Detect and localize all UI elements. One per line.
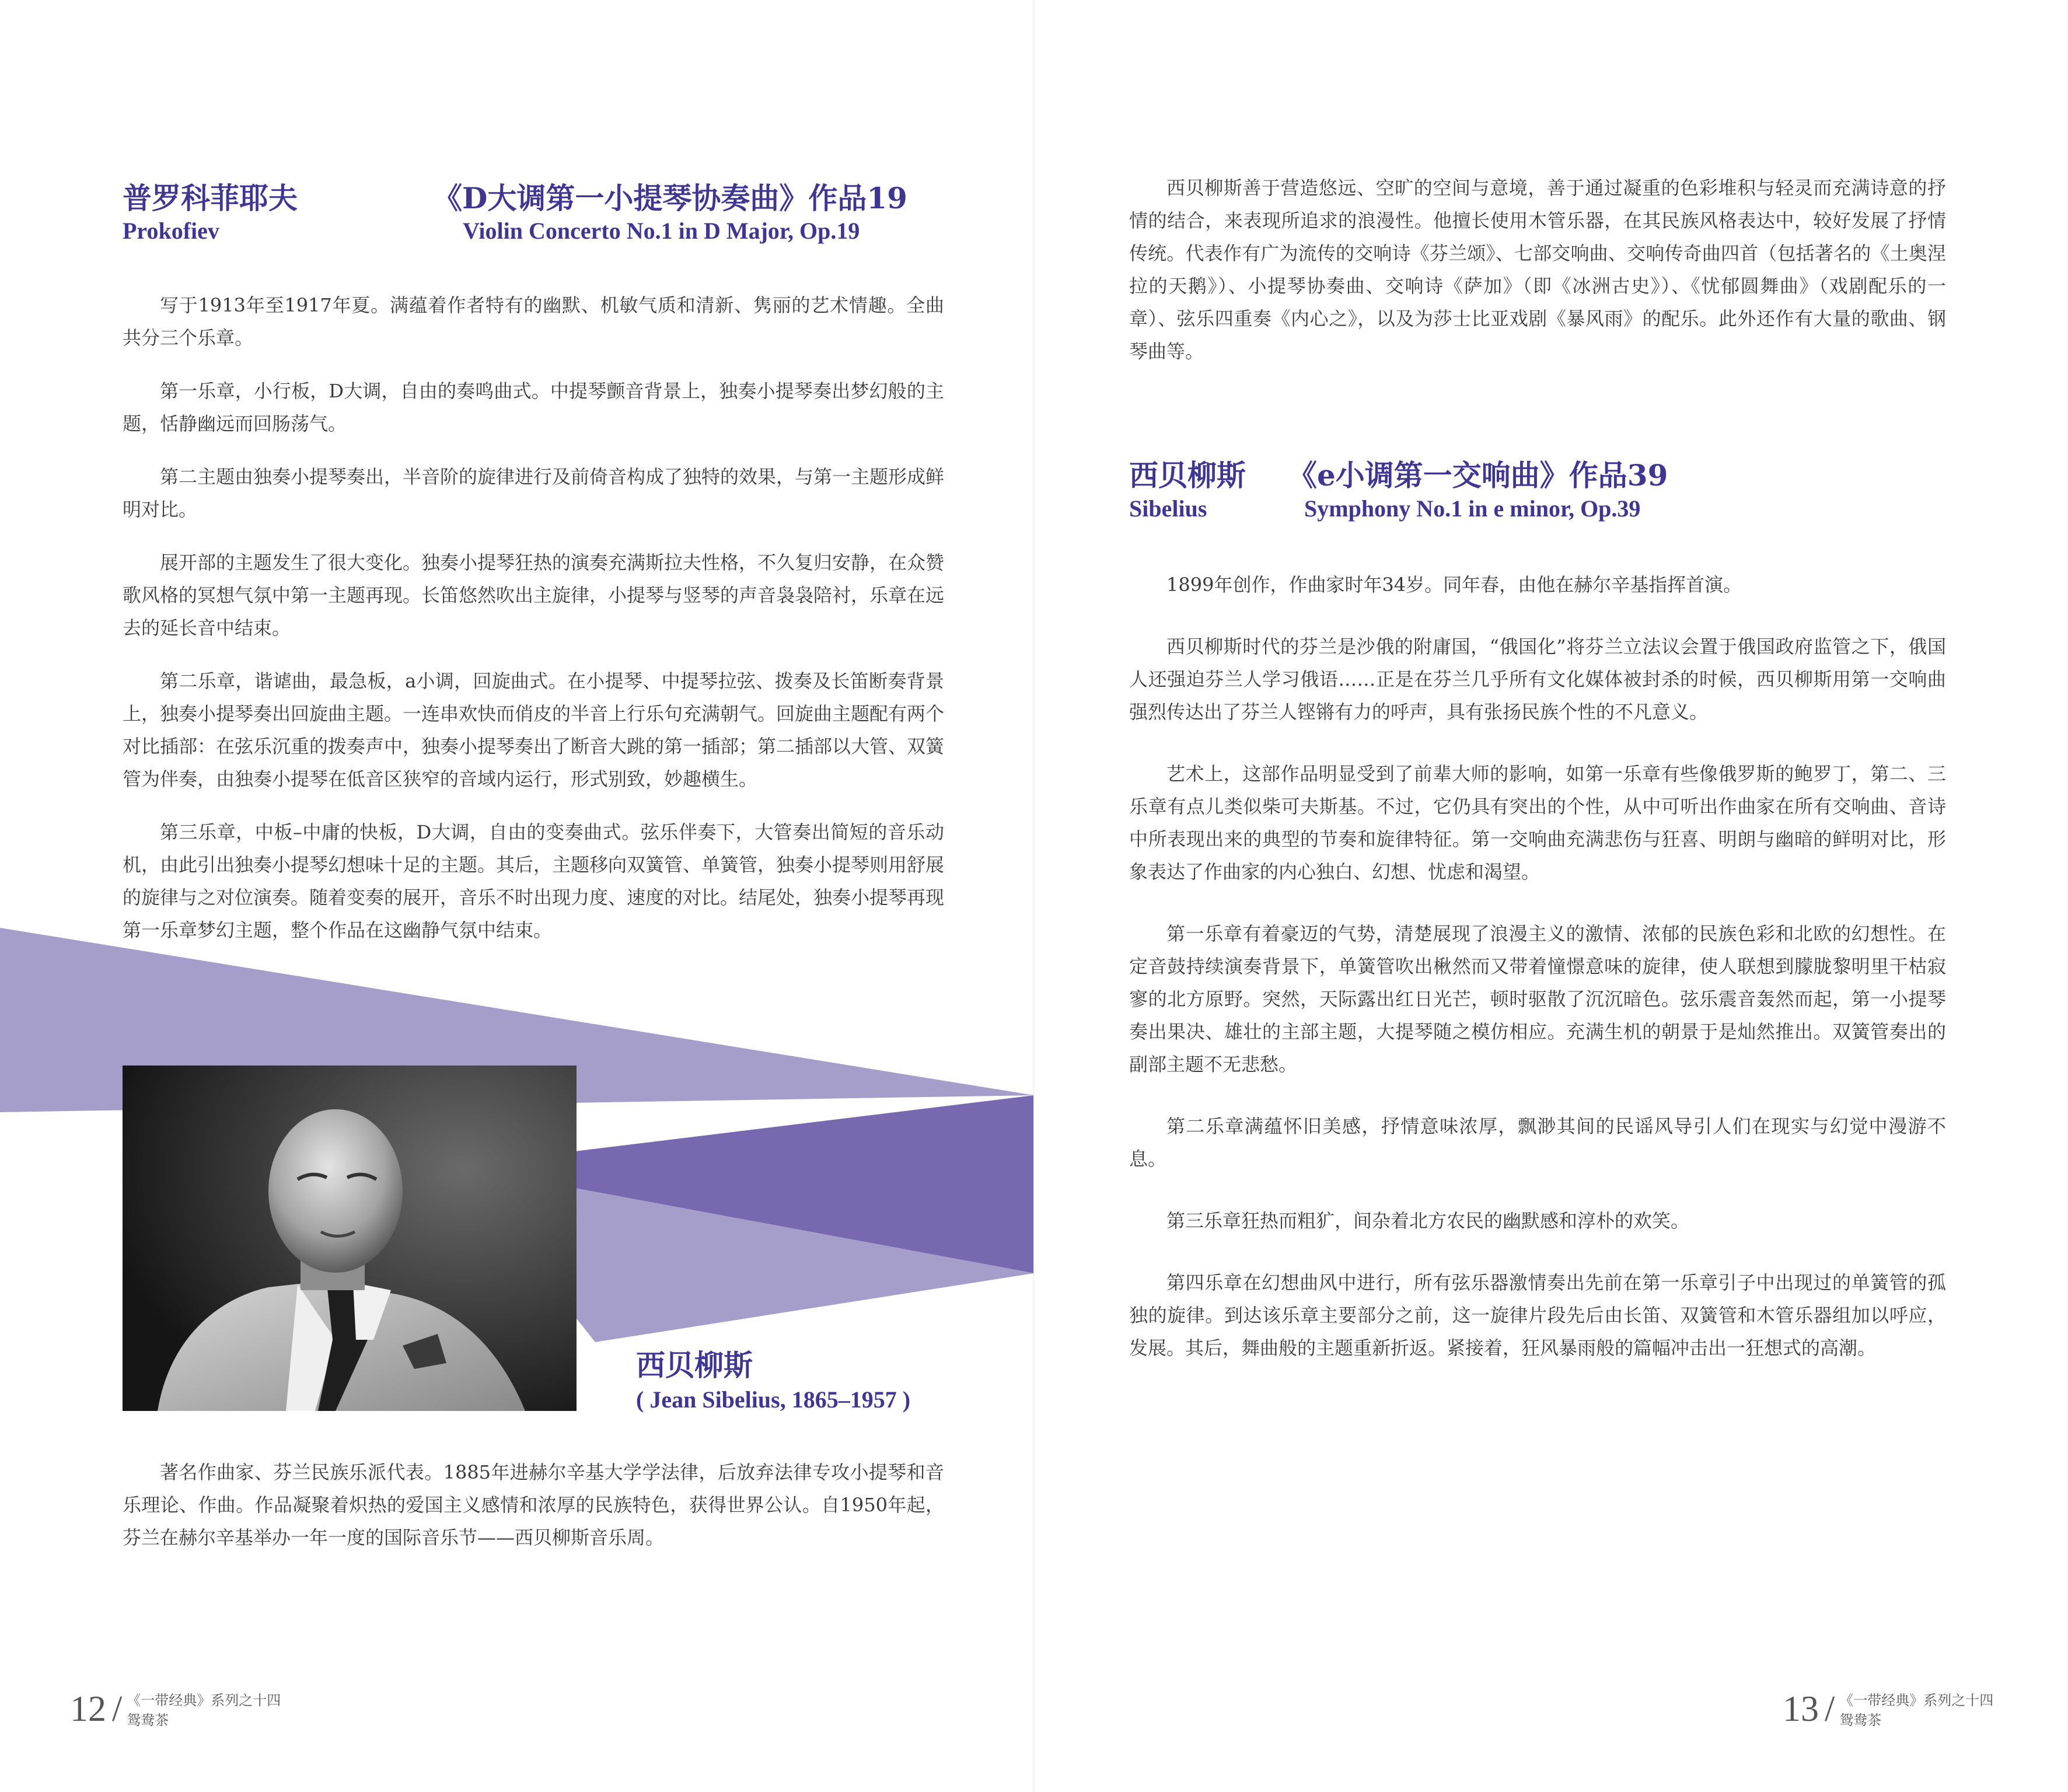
page-slash: / [1825, 1689, 1835, 1729]
prokofiev-work-title-en: Violin Concerto No.1 in D Major, Op.19 [463, 218, 860, 244]
right-page [1034, 0, 2068, 1792]
sibelius-bio-body [123, 1456, 944, 1574]
paragraph: 第二乐章，谐谑曲，最急板，a小调，回旋曲式。在小提琴、中提琴拉弦、拨奏及长笛断奏背景上，独奏小提琴奏出回旋曲主题。一连串欢快而俏皮的半音上行乐句充满朝气。回旋曲主题配有两个对比插部：在弦乐沉重的拨奏声中，独奏小提琴奏出了断音大跳的第一插部；第二插部以大管、双簧管为伴奏，由独奏小提琴在低音区狭窄的音域内运行，形式别致，妙趣横生。 [123, 670, 945, 790]
series-label [127, 1689, 281, 1729]
paragraph: 著名作曲家、芬兰民族乐派代表。1885年进赫尔辛基大学学法律，后放弃法律专攻小提琴和音乐理论、作曲。作品凝聚着炽热的爱国主义感情和浓厚的民族特色，获得世界公认。自1950年起，芬兰在赫尔辛基举办一年一度的国际音乐节——西贝柳斯音乐周。 [123, 1461, 944, 1549]
series-subtitle: 鸳鸯茶 [127, 1712, 169, 1728]
series-subtitle: 鸳鸯茶 [1839, 1712, 1882, 1728]
sibelius-work-title-zh: 《e小调第一交响曲》作品39 [1288, 458, 1668, 492]
series-label [1839, 1689, 1993, 1729]
series-title: 《一带经典》系列之十四 [1839, 1692, 1994, 1709]
paragraph: 第三乐章，中板–中庸的快板，D大调，自由的变奏曲式。弦乐伴奏下，大管奏出简短的音乐动机，由此引出独奏小提琴幻想味十足的主题。其后，主题移向双簧管、单簧管，独奏小提琴则用舒展的旋律与之对位演奏。随着变奏的展开，音乐不时出现力度、速度的对比。结尾处，独奏小提琴再现第一乐章梦幻主题，整个作品在这幽静气氛中结束。 [123, 821, 945, 941]
paragraph: 第一乐章有着豪迈的气势，清楚展现了浪漫主义的激情、浓郁的民族色彩和北欧的幻想性。在定音鼓持续演奏背景下，单簧管吹出楸然而又带着憧憬意味的旋律，使人联想到朦胧黎明里干枯寂寥的北方原野。突然，天际露出红日光芒，顿时驱散了沉沉暗色。弦乐震音轰然而起，第一小提琴奏出果决、雄壮的主部主题，大提琴随之模仿相应。充满生机的朝景于是灿然推出。双簧管奏出的副部主题不无悲愁。 [1129, 923, 1946, 1075]
prokofiev-name-zh: 普罗科菲耶夫 [123, 181, 298, 215]
sibelius-work-body [1129, 568, 1946, 1393]
sibelius-intro-body [1129, 172, 1946, 388]
sibelius-name-zh: 西贝柳斯 [1129, 458, 1246, 492]
paragraph: 写于1913年至1917年夏。满蕴着作者特有的幽默、机敏气质和清新、隽丽的艺术情趣。全曲共分三个乐章。 [123, 294, 944, 349]
paragraph: 第二主题由独奏小提琴奏出，半音阶的旋律进行及前倚音构成了独特的效果，与第一主题形成鲜明对比。 [123, 466, 945, 521]
paragraph: 西贝柳斯时代的芬兰是沙俄的附庸国，“俄国化”将芬兰立法议会置于俄国政府监管之下，俄国人还强迫芬兰人学习俄语……正是在芬兰几乎所有文化媒体被封杀的时候，西贝柳斯用第一交响曲强烈传达出了芬兰人铿锵有力的呼声，具有张扬民族个性的不凡意义。 [1129, 635, 1946, 723]
sibelius-portrait-photo [123, 1066, 577, 1411]
sibelius-work-title-en: Symphony No.1 in e minor, Op.39 [1304, 495, 1641, 522]
paragraph: 西贝柳斯善于营造悠远、空旷的空间与意境，善于通过凝重的色彩堆积与轻灵而充满诗意的抒情的结合，来表现所追求的浪漫性。他擅长使用木管乐器，在其民族风格表达中，较好发展了抒情传统。代表作有广为流传的交响诗《芬兰颂》、七部交响曲、交响传奇曲四首（包括著名的《土奥涅拉的天鹅》）、小提琴协奏曲、交响诗《萨加》（即《冰洲古史》）、《忧郁圆舞曲》（戏剧配乐的一章）、弦乐四重奏《内心之》，以及为莎士比亚戏剧《暴风雨》的配乐。此外还作有大量的歌曲、钢琴曲等。 [1129, 177, 1946, 362]
sibelius-bio-name-en: ( Jean Sibelius, 1865–1957 ) [636, 1386, 911, 1413]
prokofiev-work-title-zh: 《D大调第一小提琴协奏曲》作品19 [433, 181, 907, 215]
paragraph: 第二乐章满蕴怀旧美感，抒情意味浓厚，飘渺其间的民谣风导引人们在现实与幻觉中漫游不息。 [1129, 1115, 1946, 1170]
paragraph: 第一乐章，小行板，D大调，自由的奏鸣曲式。中提琴颤音背景上，独奏小提琴奏出梦幻般的主题，恬静幽远而回肠荡气。 [123, 380, 944, 435]
page-number: 13 [1783, 1689, 1819, 1729]
paragraph: 第四乐章在幻想曲风中进行，所有弦乐器激情奏出先前在第一乐章引子中出现过的单簧管的孤独的旋律。到达该乐章主要部分之前，这一旋律片段先后由长笛、双簧管和木管乐器组加以呼应，发展。其后，舞曲般的主题重新折返。紧接着，狂风暴雨般的篇幅冲击出一狂想式的高潮。 [1129, 1271, 1946, 1359]
sibelius-bio-name-zh: 西贝柳斯 [636, 1348, 753, 1382]
sibelius-name-en: Sibelius [1129, 495, 1207, 522]
page-slash: / [112, 1689, 123, 1729]
right-footer [1783, 1689, 1993, 1729]
page-number: 12 [70, 1689, 106, 1729]
prokofiev-body [123, 289, 944, 967]
paragraph: 展开部的主题发生了很大变化。独奏小提琴狂热的演奏充满斯拉夫性格，不久复归安静，在众赞歌风格的冥想气氛中第一主题再现。长笛悠然吹出主旋律，小提琴与竖琴的声音袅袅陪衬，乐章在远去的延长音中结束。 [123, 551, 945, 639]
series-title: 《一带经典》系列之十四 [127, 1692, 281, 1709]
left-footer [70, 1689, 281, 1729]
paragraph: 第三乐章狂热而粗犷，间杂着北方农民的幽默感和淳朴的欢笑。 [1166, 1210, 1690, 1232]
paragraph: 1899年创作，作曲家时年34岁。同年春，由他在赫尔辛基指挥首演。 [1166, 574, 1742, 596]
prokofiev-name-en: Prokofiev [123, 218, 219, 244]
paragraph: 艺术上，这部作品明显受到了前辈大师的影响，如第一乐章有些像俄罗斯的鲍罗丁，第二、三乐章有点儿类似柴可夫斯基。不过，它仍具有突出的个性，从中可听出作曲家在所有交响曲、音诗中所表现出来的典型的节奏和旋律特征。第一交响曲充满悲伤与狂喜、明朗与幽暗的鲜明对比，形象表达了作曲家的内心独白、幻想、忧虑和渴望。 [1129, 763, 1946, 883]
